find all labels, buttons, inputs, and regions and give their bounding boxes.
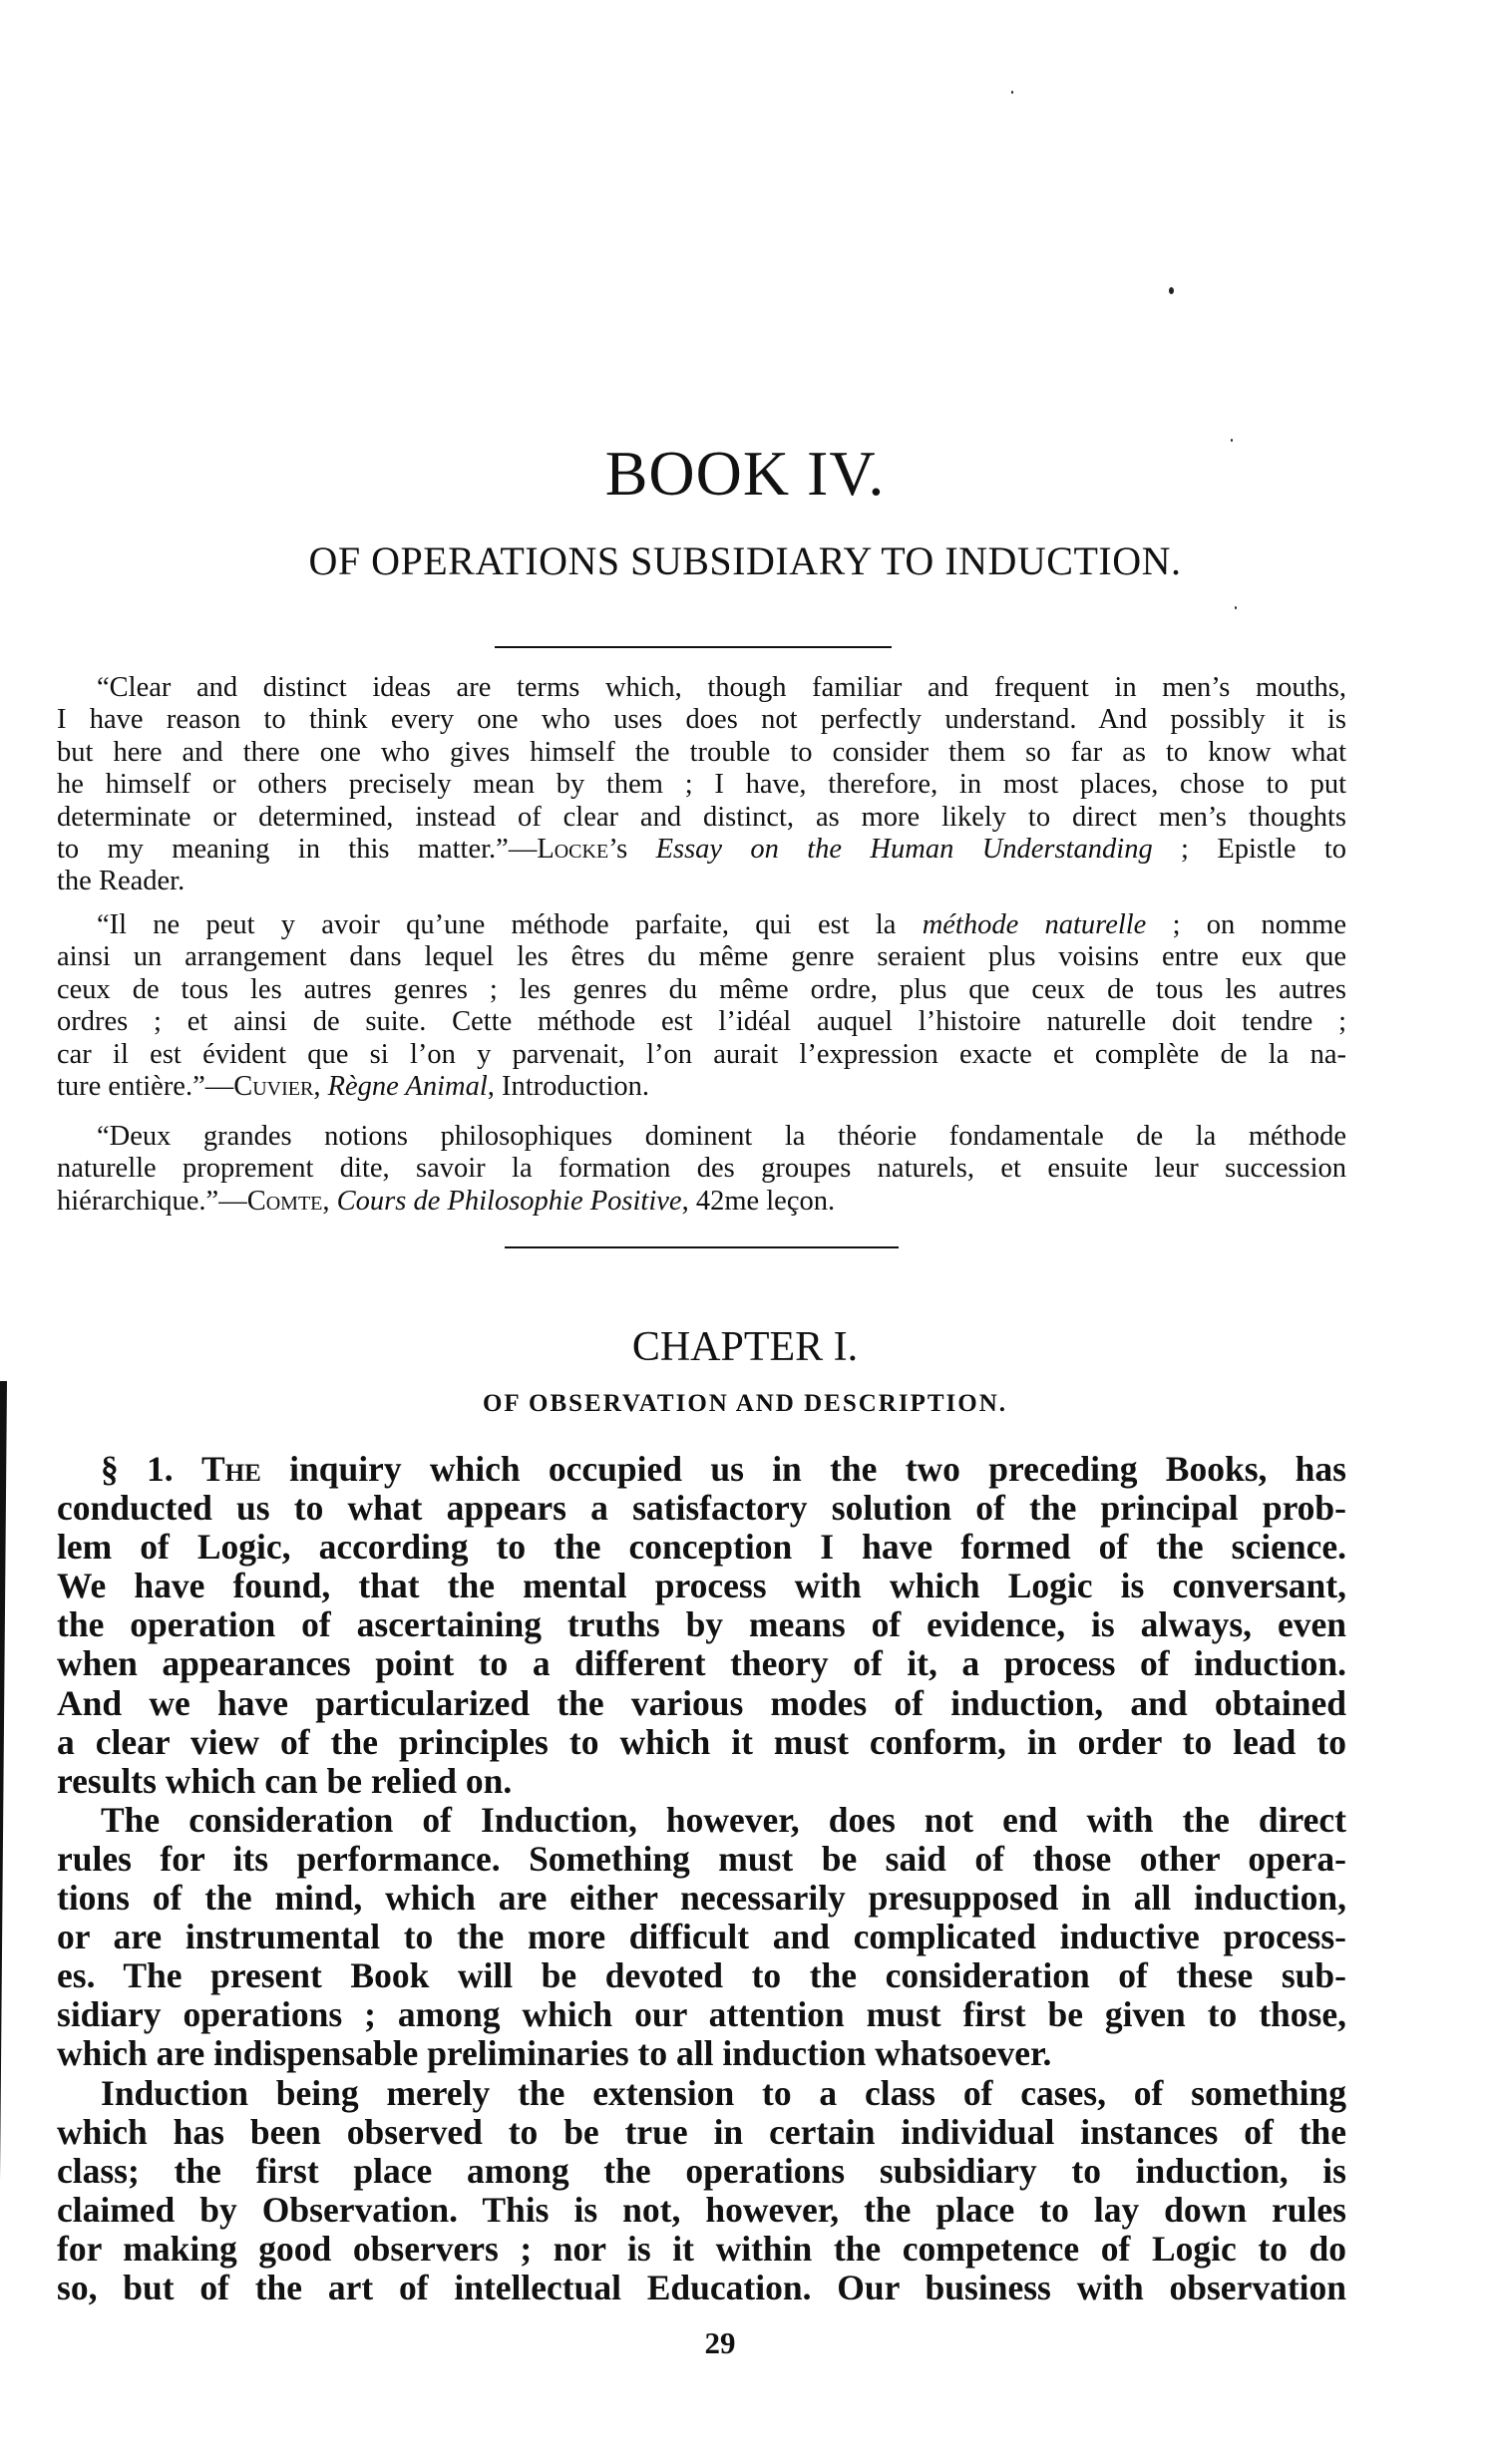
body-line: conducted us to what appears a satisfactory solution of the principal prob- bbox=[57, 1488, 1346, 1529]
body-line: es. The present Book will be devoted to the consideration of these sub- bbox=[57, 1955, 1346, 1996]
body-line: lem of Logic, according to the conception I have formed of the science. bbox=[57, 1527, 1346, 1568]
section-first-word: The bbox=[200, 1449, 261, 1489]
body-line: sidiary operations ; among which our attention must first be given to those, bbox=[57, 1994, 1346, 2035]
body-line: class; the first place among the operations subsidiary to induction, is bbox=[57, 2150, 1346, 2191]
epigraph-line: determinate or determined, instead of clear and distinct, as more likely to direct men’s thoughts bbox=[57, 801, 1346, 833]
work-title: Cours de Philosophie Positive bbox=[336, 1185, 682, 1217]
possessive: ’s bbox=[608, 833, 656, 865]
chapter-body bbox=[57, 1450, 1346, 2307]
epigraph-locke bbox=[57, 672, 1346, 898]
page-number: 29 bbox=[704, 2325, 736, 2360]
epigraph-line: ordres ; et ainsi de suite. Cette méthode est l’idéal auquel l’histoire naturelle doit tendre ; bbox=[57, 1006, 1346, 1038]
epigraph-line: but here and there one who gives himself the trouble to consider them so far as to know what bbox=[57, 736, 1346, 768]
body-line: or are instrumental to the more difficult and complicated inductive process- bbox=[57, 1917, 1346, 1957]
body-line: tions of the mind, which are either necessarily presupposed in all induction, bbox=[57, 1878, 1346, 1919]
author-name: Locke bbox=[537, 833, 609, 865]
epigraph-text: ; on nomme bbox=[1146, 909, 1346, 940]
divider-rule bbox=[495, 646, 892, 648]
epigraph-line: ainsi un arrangement dans lequel les êtres du même genre seraient plus voisins entre eux que bbox=[57, 941, 1346, 973]
body-line: which are indispensable preliminaries to all induction whatsoever. bbox=[57, 2033, 1052, 2074]
epigraph-line: “Deux grandes notions philosophiques dominent la théorie fondamentale de la méthode bbox=[97, 1121, 1346, 1152]
epigraph-line: car il est évident que si l’on y parvenait, l’on aurait l’expression exacte et complète de la na- bbox=[57, 1038, 1346, 1070]
body-line: We have found, that the mental process with which Logic is conversant, bbox=[57, 1566, 1346, 1606]
body-line: the operation of ascertaining truths by means of evidence, is always, even bbox=[57, 1604, 1346, 1645]
emphasis: méthode naturelle bbox=[922, 909, 1147, 940]
body-line: a clear view of the principles to which it must conform, in order to lead to bbox=[57, 1721, 1346, 1762]
epigraph-line: the Reader. bbox=[57, 866, 186, 897]
body-line: The consideration of Induction, however, does not end with the direct bbox=[101, 1799, 1346, 1840]
attribution-suffix: , 42me leçon. bbox=[681, 1185, 836, 1217]
work-title: Essay on the Human Understanding bbox=[655, 833, 1153, 865]
body-line: rules for its performance. Something must be said of those other opera- bbox=[57, 1838, 1346, 1879]
body-text: inquiry which occupied us in the two preceding Books, has bbox=[260, 1449, 1346, 1489]
epigraph-line: he himself or others precisely mean by them ; I have, therefore, in most places, chose to put bbox=[57, 769, 1346, 801]
quote-end: ture entière.”— bbox=[57, 1070, 234, 1102]
epigraph-text: “Il ne peut y avoir qu’une méthode parfaite, qui est la bbox=[97, 909, 923, 940]
epigraph-attribution-line bbox=[57, 834, 1346, 866]
epigraph-cuvier bbox=[57, 909, 1346, 1103]
epigraph-line: ceux de tous les autres genres ; les genres du même ordre, plus que ceux de tous les autres bbox=[57, 973, 1346, 1005]
divider-rule bbox=[505, 1246, 899, 1248]
scan-speck bbox=[1169, 287, 1174, 294]
work-title: Règne Animal bbox=[327, 1070, 488, 1102]
epigraph-line bbox=[57, 909, 1346, 941]
scan-speck bbox=[1011, 91, 1013, 94]
epigraph-attribution-line: ture entière.”—Cuvier, Règne Animal, Introduction. bbox=[57, 1070, 650, 1102]
epigraph-line: “Clear and distinct ideas are terms which, though familiar and frequent in men’s mouths, bbox=[97, 672, 1346, 703]
chapter-subtitle: OF OBSERVATION AND DESCRIPTION. bbox=[482, 1390, 1008, 1417]
quote-end: hiérarchique.”— bbox=[57, 1185, 247, 1217]
scan-speck bbox=[1235, 606, 1237, 609]
body-line bbox=[57, 1450, 1346, 1489]
book-title: BOOK IV. bbox=[604, 438, 886, 509]
attribution-suffix: ; Epistle to bbox=[1152, 833, 1346, 865]
body-line: claimed by Observation. This is not, however, the place to lay down rules bbox=[57, 2189, 1346, 2230]
chapter-title: CHAPTER I. bbox=[631, 1324, 859, 1370]
epigraph-attribution-line: hiérarchique.”—Comte, Cours de Philosophie Positive, 42me leçon. bbox=[57, 1185, 836, 1217]
body-line: Induction being merely the extension to a class of cases, of something bbox=[101, 2072, 1346, 2113]
body-line: so, but of the art of intellectual Education. Our business with observation bbox=[57, 2267, 1346, 2307]
binding-edge-shadow bbox=[0, 1381, 7, 2464]
epigraph-comte bbox=[57, 1121, 1346, 1218]
quote-end: to my meaning in this matter.”— bbox=[57, 833, 538, 865]
body-line: when appearances point to a different theory of it, a process of induction. bbox=[57, 1643, 1346, 1684]
attribution-suffix: , Introduction. bbox=[487, 1070, 650, 1102]
section-mark: § 1. bbox=[101, 1449, 201, 1489]
body-line: for making good observers ; nor is it within the competence of Logic to do bbox=[57, 2228, 1346, 2269]
book-subtitle: OF OPERATIONS SUBSIDIARY TO INDUCTION. bbox=[308, 538, 1182, 583]
epigraph-line: I have reason to think every one who uses does not perfectly understand. And possibly it is bbox=[57, 704, 1346, 736]
body-line: And we have particularized the various modes of induction, and obtained bbox=[57, 1682, 1346, 1723]
author-name: Cuvier bbox=[233, 1070, 314, 1102]
epigraph-line: naturelle proprement dite, savoir la formation des groupes naturels, et ensuite leur succession bbox=[57, 1153, 1346, 1185]
body-line: which has been observed to be true in certain individual instances of the bbox=[57, 2111, 1346, 2152]
body-line: results which can be relied on. bbox=[57, 1760, 513, 1801]
author-name: Comte bbox=[246, 1185, 323, 1217]
